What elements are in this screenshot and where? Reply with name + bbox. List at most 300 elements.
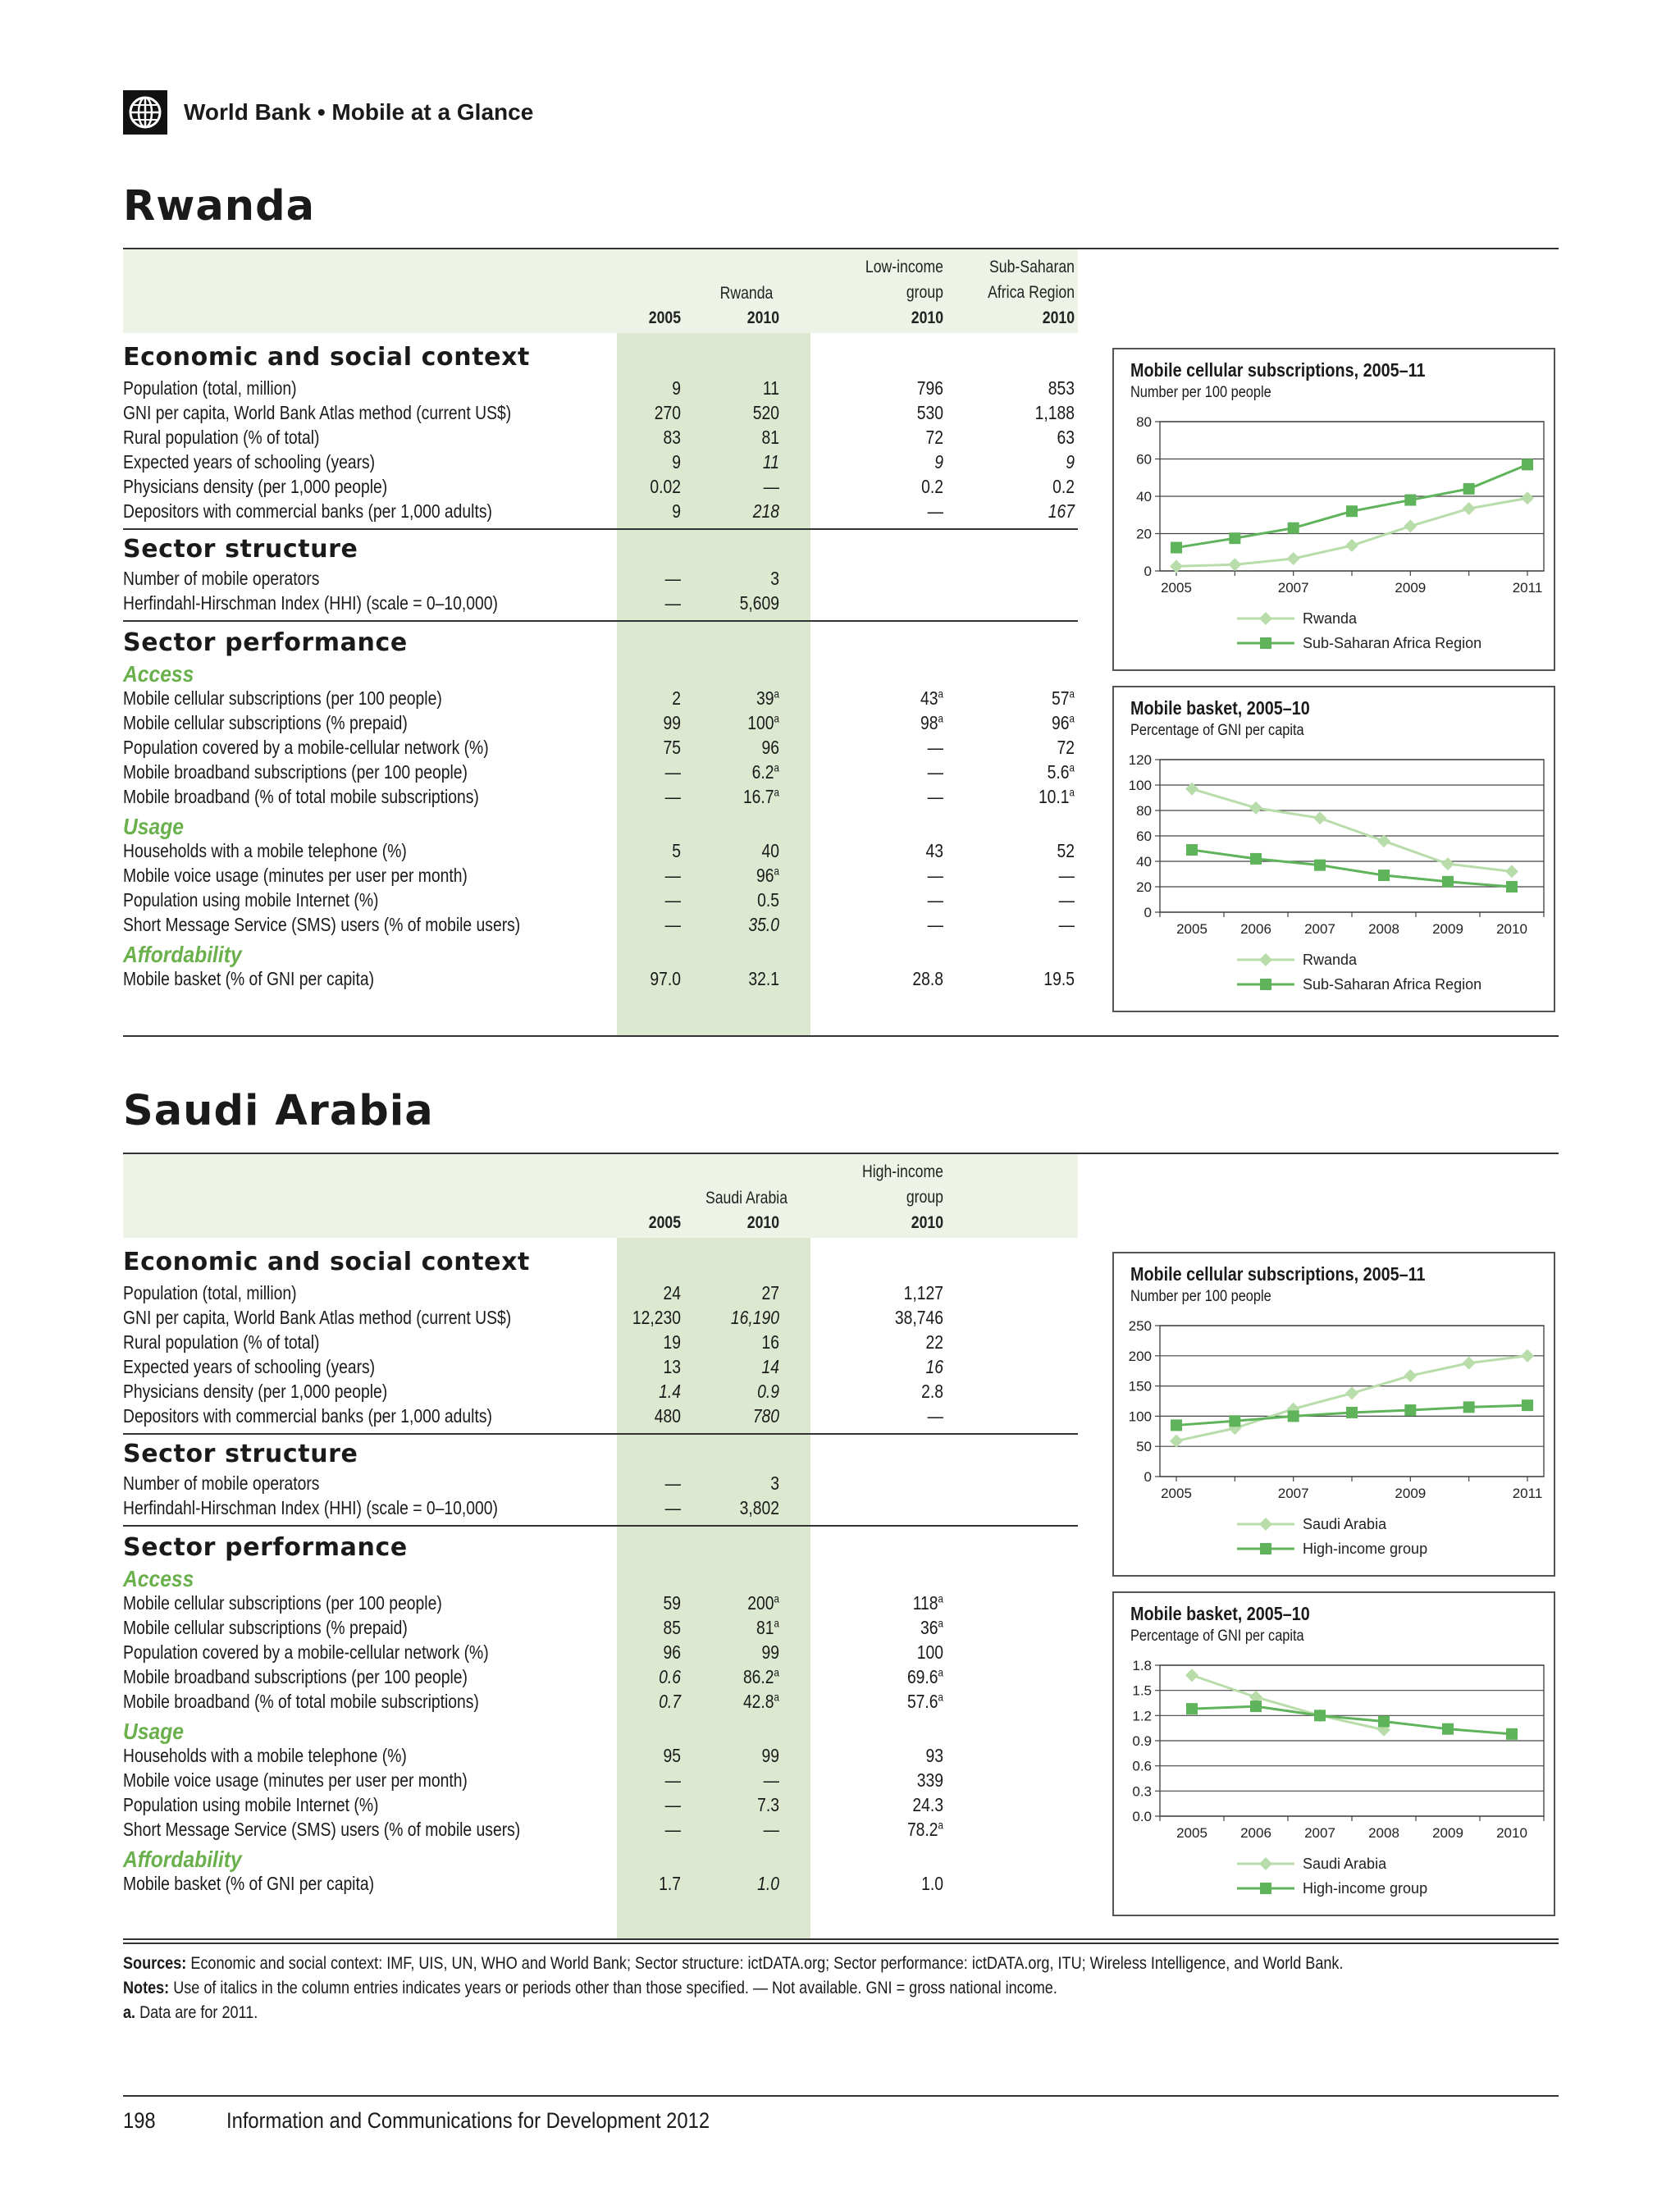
cell-value: — [664,1794,681,1815]
cell-value: 36$^a$ [920,1617,943,1638]
cell-value: 27 [761,1282,779,1303]
cell-value: 5.6$^a$ [1047,761,1075,783]
cell-value: 19 [663,1331,681,1353]
data-point-square [1288,1410,1299,1422]
y-tick-label: 20 [1136,879,1152,895]
row-label: GNI per capita, World Bank Atlas method (current US$) [123,402,512,423]
page-number: 198 [123,2108,156,2133]
legend-marker-diamond [1259,612,1272,625]
cell-value: 1.7 [659,1873,681,1894]
row-label: Households with a mobile telephone (%) [123,840,407,861]
group-head-year: 2010 [1042,308,1075,327]
cell-value: — [664,1472,681,1494]
cell-value: — [1058,914,1075,935]
row-label: Mobile voice usage (minutes per user per month) [123,865,468,886]
chart-title: Mobile cellular subscriptions, 2005–11 [1130,359,1426,381]
y-tick-label: 100 [1128,778,1152,793]
row-label: GNI per capita, World Bank Atlas method (current US$) [123,1307,512,1328]
y-tick-label: 60 [1136,451,1152,468]
row-label: Number of mobile operators [123,1472,320,1494]
row-label: Mobile broadband subscriptions (per 100 people) [123,1666,468,1687]
cell-value: 42.8$^a$ [742,1691,779,1712]
x-tick-label: 2007 [1304,1825,1335,1841]
data-point-square [1463,1401,1475,1413]
cell-value: 796 [916,377,943,399]
x-tick-label: 2011 [1512,580,1543,596]
cell-value: 7.3 [757,1794,779,1815]
cell-value: 57$^a$ [1052,687,1075,709]
table-row [123,1281,1075,1305]
cell-value: — [664,761,681,783]
chart-title: Mobile basket, 2005–10 [1130,697,1310,719]
data-point-diamond [1228,558,1241,571]
table-row [123,912,1075,937]
table-row [123,784,1075,809]
cell-value: 100 [916,1641,943,1663]
cell-value: 14 [761,1356,779,1377]
cell-value: 59 [663,1592,681,1614]
cell-value: — [927,865,943,886]
chart-plot [1114,1253,1557,1578]
data-point-diamond [1505,865,1518,878]
y-tick-label: 100 [1128,1408,1152,1425]
country-title: Saudi Arabia [123,1087,434,1135]
subgroup-access: Access [123,661,194,687]
cell-value: 43 [925,840,943,861]
group-head-year: 2010 [911,308,943,327]
legend-label: Rwanda [1303,610,1358,627]
cell-value: 0.2 [1052,476,1075,497]
data-point-square [1171,542,1182,554]
cell-value: 32.1 [748,968,779,989]
group-title-sector-structure: Sector structure [123,1440,358,1468]
table-row [123,1743,1075,1768]
row-label: Mobile cellular subscriptions (per 100 people) [123,1592,442,1614]
row-label: Rural population (% of total) [123,1331,320,1353]
x-tick-label: 2005 [1161,580,1192,596]
y-tick-label: 40 [1136,489,1152,504]
legend-marker-diamond [1259,1518,1272,1531]
cell-value: 9 [1066,451,1075,472]
row-label: Short Message Service (SMS) users (% of mobile users) [123,1819,521,1840]
row-label: Population covered by a mobile-cellular network (%) [123,737,489,758]
group-title-economic: Economic and social context [123,1248,530,1276]
y-tick-label: 1.8 [1132,1658,1152,1673]
row-label: Mobile broadband (% of total mobile subscriptions) [123,786,479,807]
data-point-diamond [1170,1435,1183,1448]
group-head-line2: group [906,283,943,302]
legend-label: High-income group [1303,1541,1428,1557]
data-point-diamond [1345,539,1358,552]
cell-value: 0.2 [921,476,943,497]
y-tick-label: 60 [1136,829,1152,844]
cell-value: 85 [663,1617,681,1638]
cell-value: 0.6 [659,1666,681,1687]
cell-value: 38,746 [894,1307,943,1328]
year-column-head [655,1210,779,1235]
legend-marker-square [1260,1883,1271,1894]
table-row [123,499,1075,523]
data-point-square [1229,1415,1240,1427]
series-line-1 [1192,1675,1384,1729]
cell-value: 72 [1057,737,1075,758]
footnote-a-label: a. [123,2003,136,2022]
data-point-square [1442,1723,1454,1735]
row-label: Short Message Service (SMS) users (% of mobile users) [123,914,521,935]
data-point-diamond [1287,552,1300,565]
data-point-square [1522,459,1533,470]
legend-marker-square [1260,1543,1271,1554]
table-row [123,1871,1075,1896]
plot-frame [1160,1326,1544,1477]
cell-value: 57.6$^a$ [906,1691,943,1712]
legend-label: Saudi Arabia [1303,1516,1387,1532]
page-header [123,90,533,135]
data-point-square [1404,1404,1416,1416]
cell-value: 530 [916,402,943,423]
data-point-diamond [1313,811,1326,824]
table-row [123,1792,1075,1817]
cell-value: 63 [1057,427,1075,448]
year-label: 2005 [648,1213,681,1232]
cell-value: 86.2$^a$ [742,1666,779,1687]
cell-value: 11 [762,377,779,399]
x-tick-label: 2006 [1240,1825,1271,1841]
y-tick-label: 0.0 [1132,1809,1152,1824]
cell-value: 96 [761,737,779,758]
row-label: Mobile voice usage (minutes per user per month) [123,1769,468,1791]
legend-label: Sub-Saharan Africa Region [1303,976,1482,993]
data-point-square [1250,1701,1262,1712]
cell-value: 16,190 [730,1307,779,1328]
footnote-a-text: Data are for 2011. [139,2003,258,2022]
cell-value: 52 [1057,840,1075,861]
x-tick-label: 2009 [1395,580,1427,596]
data-point-diamond [1185,783,1198,796]
cell-value: 5 [672,840,681,861]
data-point-square [1346,1407,1358,1418]
cell-value: 11 [762,451,779,472]
data-point-square [1378,870,1390,881]
cell-value: 97.0 [650,968,681,989]
cell-value: — [763,1769,779,1791]
chart-plot [1114,349,1557,673]
legend-label: Sub-Saharan Africa Region [1303,635,1482,651]
cell-value: 78.2$^a$ [906,1819,943,1840]
cell-value: 81 [761,427,779,448]
y-tick-label: 0.9 [1132,1733,1152,1749]
subgroup-affordability: Affordability [123,942,242,967]
legend-marker-diamond [1259,1857,1272,1870]
row-label: Mobile basket (% of GNI per capita) [123,1873,375,1894]
cell-value: 780 [752,1405,779,1427]
footnote-a [123,2003,258,2023]
row-label: Physicians density (per 1,000 people) [123,476,388,497]
cell-value: 1,127 [903,1282,943,1303]
cell-value: 24 [663,1282,681,1303]
data-point-diamond [1521,1349,1534,1363]
cell-value: 3 [770,568,779,589]
row-label: Mobile cellular subscriptions (per 100 people) [123,687,442,709]
row-label: Population (total, million) [123,377,297,399]
cell-value: 853 [1048,377,1075,399]
row-label: Population using mobile Internet (%) [123,1794,379,1815]
country-column-head: Rwanda [719,284,774,303]
cell-value: 270 [654,402,681,423]
publication-title: Information and Communications for Development 2012 [226,2108,710,2133]
year-label: 2010 [746,308,779,327]
row-label: Physicians density (per 1,000 people) [123,1381,388,1402]
table-row [123,686,1075,710]
year-label: 2005 [648,308,681,327]
cell-value: 99 [761,1745,779,1766]
cell-value: 81$^a$ [756,1617,779,1638]
data-point-square [1186,844,1198,856]
table-row [123,566,1075,591]
table-row [123,1615,1075,1640]
cell-value: 5,609 [739,592,779,614]
row-label: Herfindahl-Hirschman Index (HHI) (scale = 0–10,000) [123,1497,498,1518]
world-bank-globe-icon [123,90,167,135]
series-line-1 [1192,789,1512,872]
cell-value: 83 [663,427,681,448]
data-point-square [1346,505,1358,517]
row-label: Expected years of schooling (years) [123,451,376,472]
cell-value: — [927,914,943,935]
cell-value: — [927,761,943,783]
data-point-square [1314,860,1326,871]
table-row [123,1379,1075,1404]
data-point-square [1506,1728,1518,1740]
table-row [123,425,1075,450]
notes-note [123,1979,1057,1998]
country-column-head: Saudi Arabia [705,1189,788,1208]
table-bottom-rule [123,1938,1559,1940]
y-tick-label: 0.3 [1132,1783,1152,1800]
table-row [123,1330,1075,1354]
data-point-diamond [1521,491,1534,504]
cell-value: 39$^a$ [756,687,779,709]
row-label: Population (total, million) [123,1282,297,1303]
cell-value: 0.02 [650,476,681,497]
table-row [123,1664,1075,1689]
data-point-square [1506,881,1518,892]
table-row [123,400,1075,425]
subgroup-access: Access [123,1566,194,1591]
data-point-square [1442,876,1454,888]
group-divider [123,528,1078,530]
group-head-line1: High-income [861,1162,943,1181]
data-point-square [1186,1703,1198,1714]
group-divider [123,1525,1078,1527]
row-label: Mobile broadband subscriptions (per 100 people) [123,761,468,783]
cell-value: 99 [663,712,681,733]
cell-value: 1,188 [1034,402,1075,423]
x-tick-label: 2010 [1496,921,1527,937]
y-tick-label: 200 [1128,1348,1152,1364]
cell-value: 16.7$^a$ [742,786,779,807]
cell-value: — [664,865,681,886]
cell-value: 9 [934,451,943,472]
cell-value: — [664,1769,681,1791]
chart-title: Mobile cellular subscriptions, 2005–11 [1130,1263,1426,1285]
table-row [123,1495,1075,1520]
cell-value: 24.3 [912,1794,943,1815]
cell-value: — [763,1819,779,1840]
cell-value: — [927,786,943,807]
data-point-diamond [1404,519,1417,532]
x-tick-label: 2010 [1496,1825,1527,1841]
cell-value: — [664,592,681,614]
row-label: Population using mobile Internet (%) [123,889,379,911]
page-footer-rule [123,2095,1559,2097]
data-point-diamond [1404,1369,1417,1382]
cell-value: — [763,476,779,497]
y-tick-label: 80 [1136,414,1152,430]
chart-plot [1114,687,1557,1014]
data-point-square [1250,853,1262,865]
table-row [123,1354,1075,1379]
group-head-line2: Africa Region [988,283,1075,302]
line-chart [1112,348,1555,671]
cell-value: 96$^a$ [1052,712,1075,733]
y-tick-label: 0.6 [1132,1758,1152,1774]
cell-value: 13 [663,1356,681,1377]
data-point-square [1378,1715,1390,1727]
table-row [123,966,1075,991]
subgroup-usage: Usage [123,1719,184,1744]
y-tick-label: 1.2 [1132,1708,1152,1724]
table-row [123,1817,1075,1842]
table-row [123,735,1075,760]
line-chart [1112,686,1555,1012]
cell-value: — [664,1819,681,1840]
row-label: Depositors with commercial banks (per 1,000 adults) [123,1405,492,1427]
data-point-square [1288,523,1299,534]
x-tick-label: 2008 [1368,1825,1399,1841]
header-title: World Bank • Mobile at a Glance [184,99,534,125]
x-tick-label: 2005 [1161,1486,1192,1501]
x-tick-label: 2008 [1368,921,1399,937]
cell-value: — [664,889,681,911]
legend-label: Saudi Arabia [1303,1856,1387,1872]
row-label: Mobile broadband (% of total mobile subscriptions) [123,1691,479,1712]
row-label: Number of mobile operators [123,568,320,589]
cell-value: 1.4 [659,1381,681,1402]
cell-value: 40 [761,840,779,861]
row-label: Rural population (% of total) [123,427,320,448]
cell-value: 22 [925,1331,943,1353]
cell-value: 218 [752,500,779,522]
group-divider [123,620,1078,622]
cell-value: 200$^a$ [747,1592,779,1614]
cell-value: — [664,786,681,807]
cell-value: — [1058,865,1075,886]
notes-label: Notes: [123,1979,170,1997]
cell-value: 480 [654,1405,681,1427]
data-point-square [1522,1399,1533,1411]
y-tick-label: 120 [1128,752,1152,768]
x-tick-label: 2011 [1512,1486,1543,1501]
cell-value: 520 [752,402,779,423]
cell-value: 16 [925,1356,943,1377]
y-tick-label: 250 [1128,1318,1152,1334]
chart-subtitle: Number per 100 people [1130,384,1271,401]
group-column-head [819,1159,943,1235]
chart-subtitle: Percentage of GNI per capita [1130,722,1304,739]
cell-value: 96 [663,1641,681,1663]
cell-value: 0.9 [757,1381,779,1402]
cell-value: 10.1$^a$ [1038,786,1075,807]
data-point-square [1404,495,1416,506]
y-tick-label: 0 [1144,564,1152,579]
cell-value: — [664,914,681,935]
table-row [123,474,1075,499]
table-row [123,1305,1075,1330]
x-tick-label: 2009 [1395,1486,1427,1501]
footer-divider [123,1942,1559,1944]
sources-note [123,1954,1343,1974]
cell-value: — [927,1405,943,1427]
cell-value: 9 [672,500,681,522]
x-tick-label: 2007 [1304,921,1335,937]
series-line-2 [1192,1706,1512,1734]
row-label: Mobile cellular subscriptions (% prepaid) [123,1617,408,1638]
group-head-line2: group [906,1188,943,1207]
data-point-diamond [1185,1669,1198,1682]
cell-value: 72 [925,427,943,448]
x-tick-label: 2007 [1277,580,1309,596]
table-row [123,1591,1075,1615]
cell-value: 28.8 [912,968,943,989]
table-row [123,1689,1075,1714]
cell-value: 19.5 [1043,968,1075,989]
group-title-sector-performance: Sector performance [123,628,408,657]
year-label: 2010 [746,1213,779,1232]
table-row [123,863,1075,888]
row-label: Mobile cellular subscriptions (% prepaid) [123,712,408,733]
cell-value: 167 [1048,500,1075,522]
cell-value: 35.0 [748,914,779,935]
country-title: Rwanda [123,182,316,231]
table-row [123,1640,1075,1664]
table-row [123,838,1075,863]
group-column-head [819,254,943,331]
cell-value: — [927,737,943,758]
table-row [123,888,1075,912]
legend-marker-diamond [1259,953,1272,966]
cell-value: 1.0 [921,1873,943,1894]
data-point-square [1463,483,1475,495]
y-tick-label: 40 [1136,854,1152,870]
cell-value: 2 [672,687,681,709]
table-row [123,1404,1075,1428]
cell-value: — [1058,889,1075,911]
table-row [123,376,1075,400]
sources-text: Economic and social context: IMF, UIS, UN, WHO and World Bank; Sector structure: ictDATA.org; Sector performance: ictDATA.org, ITU; Wireless Intelligence, and World Bank. [190,1954,1344,1973]
line-chart [1112,1591,1555,1916]
data-point-square [1229,532,1240,544]
cell-value: 96$^a$ [756,865,779,886]
y-tick-label: 0 [1144,1469,1152,1485]
cell-value: 98$^a$ [920,712,943,733]
data-point-diamond [1249,801,1262,815]
data-point-square [1314,1710,1326,1721]
row-label: Population covered by a mobile-cellular network (%) [123,1641,489,1663]
legend-label: Rwanda [1303,952,1358,968]
x-tick-label: 2007 [1277,1486,1309,1501]
cell-value: — [927,500,943,522]
